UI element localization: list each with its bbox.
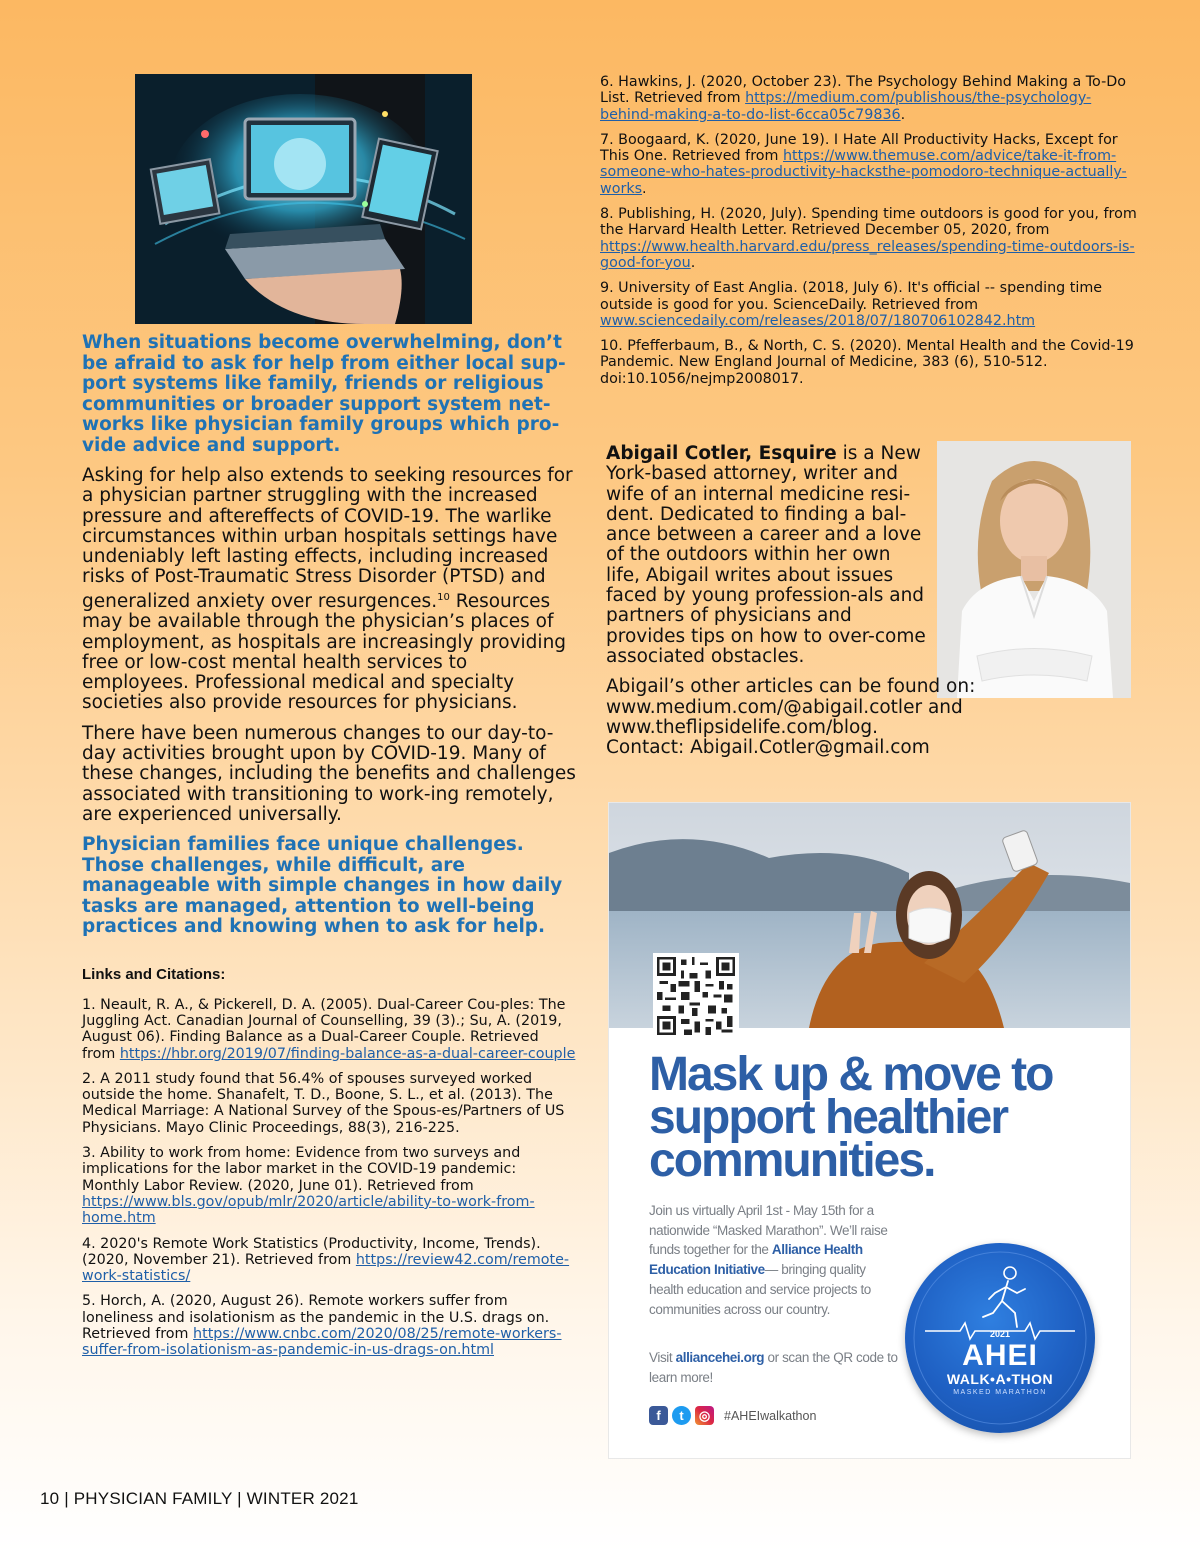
social-links	[649, 1406, 816, 1425]
footnote-ref: 10	[437, 591, 450, 603]
badge-walkathon: WALK•A•THON	[946, 1371, 1054, 1387]
citation-link[interactable]: https://www.themuse.com/advice/take-it-from-someone-who-hates-productivity-hacksthe-pomodoro-technique-actually-works	[600, 148, 1127, 197]
facebook-icon[interactable]: f	[649, 1406, 668, 1425]
citation-text: 9. University of East Anglia. (2018, July 6). It's official -- spending time outside is good for you. ScienceDaily. Retrieved from	[600, 280, 1103, 313]
author-medium-link[interactable]: www.medium.com/@abigail.cotler and	[606, 696, 963, 718]
badge-title: AHEI	[962, 1339, 1038, 1372]
citation-item	[82, 1071, 576, 1136]
ahei-walkathon-badge	[905, 1243, 1095, 1433]
instagram-icon[interactable]: ◎	[695, 1406, 714, 1425]
ad-website-link[interactable]: alliancehei.org	[675, 1350, 765, 1365]
citation-link[interactable]: https://hbr.org/2019/07/finding-balance-as-a-dual-career-couple	[119, 1045, 576, 1062]
citation-link[interactable]: www.sciencedaily.com/releases/2018/07/180706102842.htm	[600, 312, 1036, 329]
citation-text: 6. Hawkins, J. (2020, October 23). The Psychology Behind Making a To-Do List. Retrieved from	[600, 74, 1126, 107]
citation-link[interactable]: https://www.cnbc.com/2020/08/25/remote-workers-suffer-from-isolationism-as-pandemic-in-us-drags-on.html	[82, 1326, 562, 1359]
citation-text: 5. Horch, A. (2020, August 26). Remote workers suffer from loneliness and isolationism as the pandemic in the U.S. drags on. Retrieved from	[82, 1293, 550, 1343]
citation-text: 10. Pfefferbaum, B., & North, C. S. (2020). Mental Health and the Covid-19 Pandemic. New England Journal of Medicine, 383 (6), 510-512. doi:10.1056/nejmp2008017.	[600, 338, 1134, 387]
citation-item	[82, 1145, 576, 1226]
citation-link[interactable]: https://www.bls.gov/opub/mlr/2020/article/ability-to-work-from-home.htm	[82, 1193, 535, 1227]
ad-visit-post: or scan the QR code to learn more!	[649, 1350, 898, 1385]
twitter-icon[interactable]: t	[672, 1406, 691, 1425]
ad-headline: Mask up & move to support healthier communities.	[649, 1048, 1053, 1187]
ahei-advertisement	[609, 803, 1130, 1458]
paragraph-resources	[82, 466, 576, 714]
citation-after: .	[642, 180, 647, 197]
citation-text: 1. Neault, R. A., & Pickerell, D. A. (2005). Dual-Career Cou-ples: The Juggling Act. Canadian Journal of Counselling, 39 (3).; Su, A. (2019, August 06). Finding Balance as a Dual-Career Couple. Retrieved from	[82, 996, 566, 1062]
author-bio	[606, 444, 930, 667]
citation-item	[600, 74, 1140, 123]
qr-code[interactable]	[653, 953, 739, 1039]
ad-visit-pre: Visit	[649, 1350, 676, 1365]
citation-text: 8. Publishing, H. (2020, July). Spending time outdoors is good for you, from the Harvard Health Letter. Retrieved December 05, 2020, from	[600, 206, 1137, 239]
citation-item	[600, 338, 1140, 387]
badge-subtitle: MASKED MARATHON	[953, 1389, 1047, 1396]
author-blog-link[interactable]: www.theflipsidelife.com/blog.	[606, 716, 878, 738]
citation-text: 4. 2020's Remote Work Statistics (Productivity, Income, Trends). (2020, November 21). Retrieved from	[82, 1235, 541, 1268]
hashtag: #AHEIwalkathon	[724, 1408, 817, 1423]
author-contact[interactable]: Contact: Abigail.Cotler@gmail.com	[606, 737, 930, 759]
citation-after: .	[690, 254, 696, 271]
author-name: Abigail Cotler, Esquire	[606, 443, 837, 464]
citation-text: 2. A 2011 study found that 56.4% of spouses surveyed worked outside the home. Shanafelt, T. D., Boone, S. L., et al. (2013). The Medical Marriage: A National Survey of the Spous-es/Partners of US Physicians. Mayo Clinic Proceedings, 88(3), 216-225.	[82, 1070, 565, 1136]
citation-link[interactable]: https://www.health.harvard.edu/press_releases/spending-time-outdoors-is-good-for-you	[600, 238, 1135, 271]
paragraph-changes: There have been numerous changes to our day-to-day activities brought upon by COVID-19. Many of these changes, including the benefits and challenges associated with transitioning to work-ing remotely, are experienced universally.	[82, 722, 576, 825]
citation-text: 3. Ability to work from home: Evidence from two surveys and implications for the labor market in the COVID-19 pandemic: Monthly Labor Review. (2020, June 01). Retrieved from	[82, 1145, 521, 1194]
callout-ask-for-help: When situations become overwhelming, don’t be afraid to ask for help from either local sup-port systems like family, friends or religious communities or broader support system net-works like physician family groups which pro-vide advice and support.	[82, 332, 566, 456]
citation-link[interactable]: https://review42.com/remote-work-statistics/	[82, 1251, 570, 1285]
paragraph-resources-part-2: Resources may be available through the physician’s places of employment, as hospitals are increasingly providing free or low-cost mental health services to employees. Professional medical and specialty societies also provide resources for physicians.	[82, 590, 567, 714]
citation-item	[600, 206, 1140, 271]
citation-item	[600, 280, 1140, 329]
badge-year: 2021	[989, 1329, 1011, 1339]
ad-copy-intro: Join us virtually April 1st - May 15th for a nationwide “Masked Marathon”. We’ll raise funds together for the	[649, 1203, 888, 1258]
citation-item	[82, 1293, 576, 1358]
author-bio-text: is a New York-based attorney, writer and wife of an internal medicine resi-dent. Dedicated to finding a bal-ance between a career and a love of the outdoors within her own life, Abigail writes about issues faced by young profession-als and partners of physicians and provides tips on how to over-come associated obstacles.	[606, 443, 926, 667]
hero-photo-hand-laptop	[135, 74, 472, 324]
left-column	[82, 333, 576, 1368]
author-block	[606, 444, 1146, 758]
author-more-line: Abigail’s other articles can be found on:	[606, 676, 976, 698]
paragraph-resources-part-1: Asking for help also extends to seeking resources for a physician partner struggling with the increased pressure and aftereffects of COVID-19. The warlike circumstances within urban hospitals settings have undeniably left lasting effects, including increased risks of Post-Traumatic Stress Disorder (PTSD) and generalized anxiety over resurgences.	[82, 465, 573, 612]
ad-copy-org: Alliance Health Education Initiative	[649, 1242, 863, 1278]
ad-copy-mission: — bringing quality health education and service projects to communities across our country.	[649, 1262, 871, 1317]
ad-copy	[649, 1201, 899, 1319]
citation-list-right	[600, 74, 1140, 396]
citation-item	[600, 132, 1140, 197]
citation-item	[82, 997, 576, 1062]
page-footer: 10 | PHYSICIAN FAMILY | WINTER 2021	[40, 1489, 359, 1508]
citation-text: 7. Boogaard, K. (2020, June 19). I Hate All Productivity Hacks, Except for This One. Retrieved from	[600, 131, 1118, 165]
ad-visit	[649, 1348, 899, 1388]
citation-link[interactable]: https://medium.com/publishous/the-psychology-behind-making-a-to-do-list-6cca05c79836	[600, 90, 1092, 123]
citation-item	[82, 1236, 576, 1285]
citation-after: .	[900, 106, 906, 123]
citation-list-left	[82, 997, 576, 1359]
callout-unique-challenges: Physician families face unique challenges. Those challenges, while difficult, are manageable with simple changes in how daily tasks are managed, attention to well-being practices and knowing when to ask for help.	[82, 834, 563, 938]
links-heading: Links and Citations:	[82, 965, 226, 983]
